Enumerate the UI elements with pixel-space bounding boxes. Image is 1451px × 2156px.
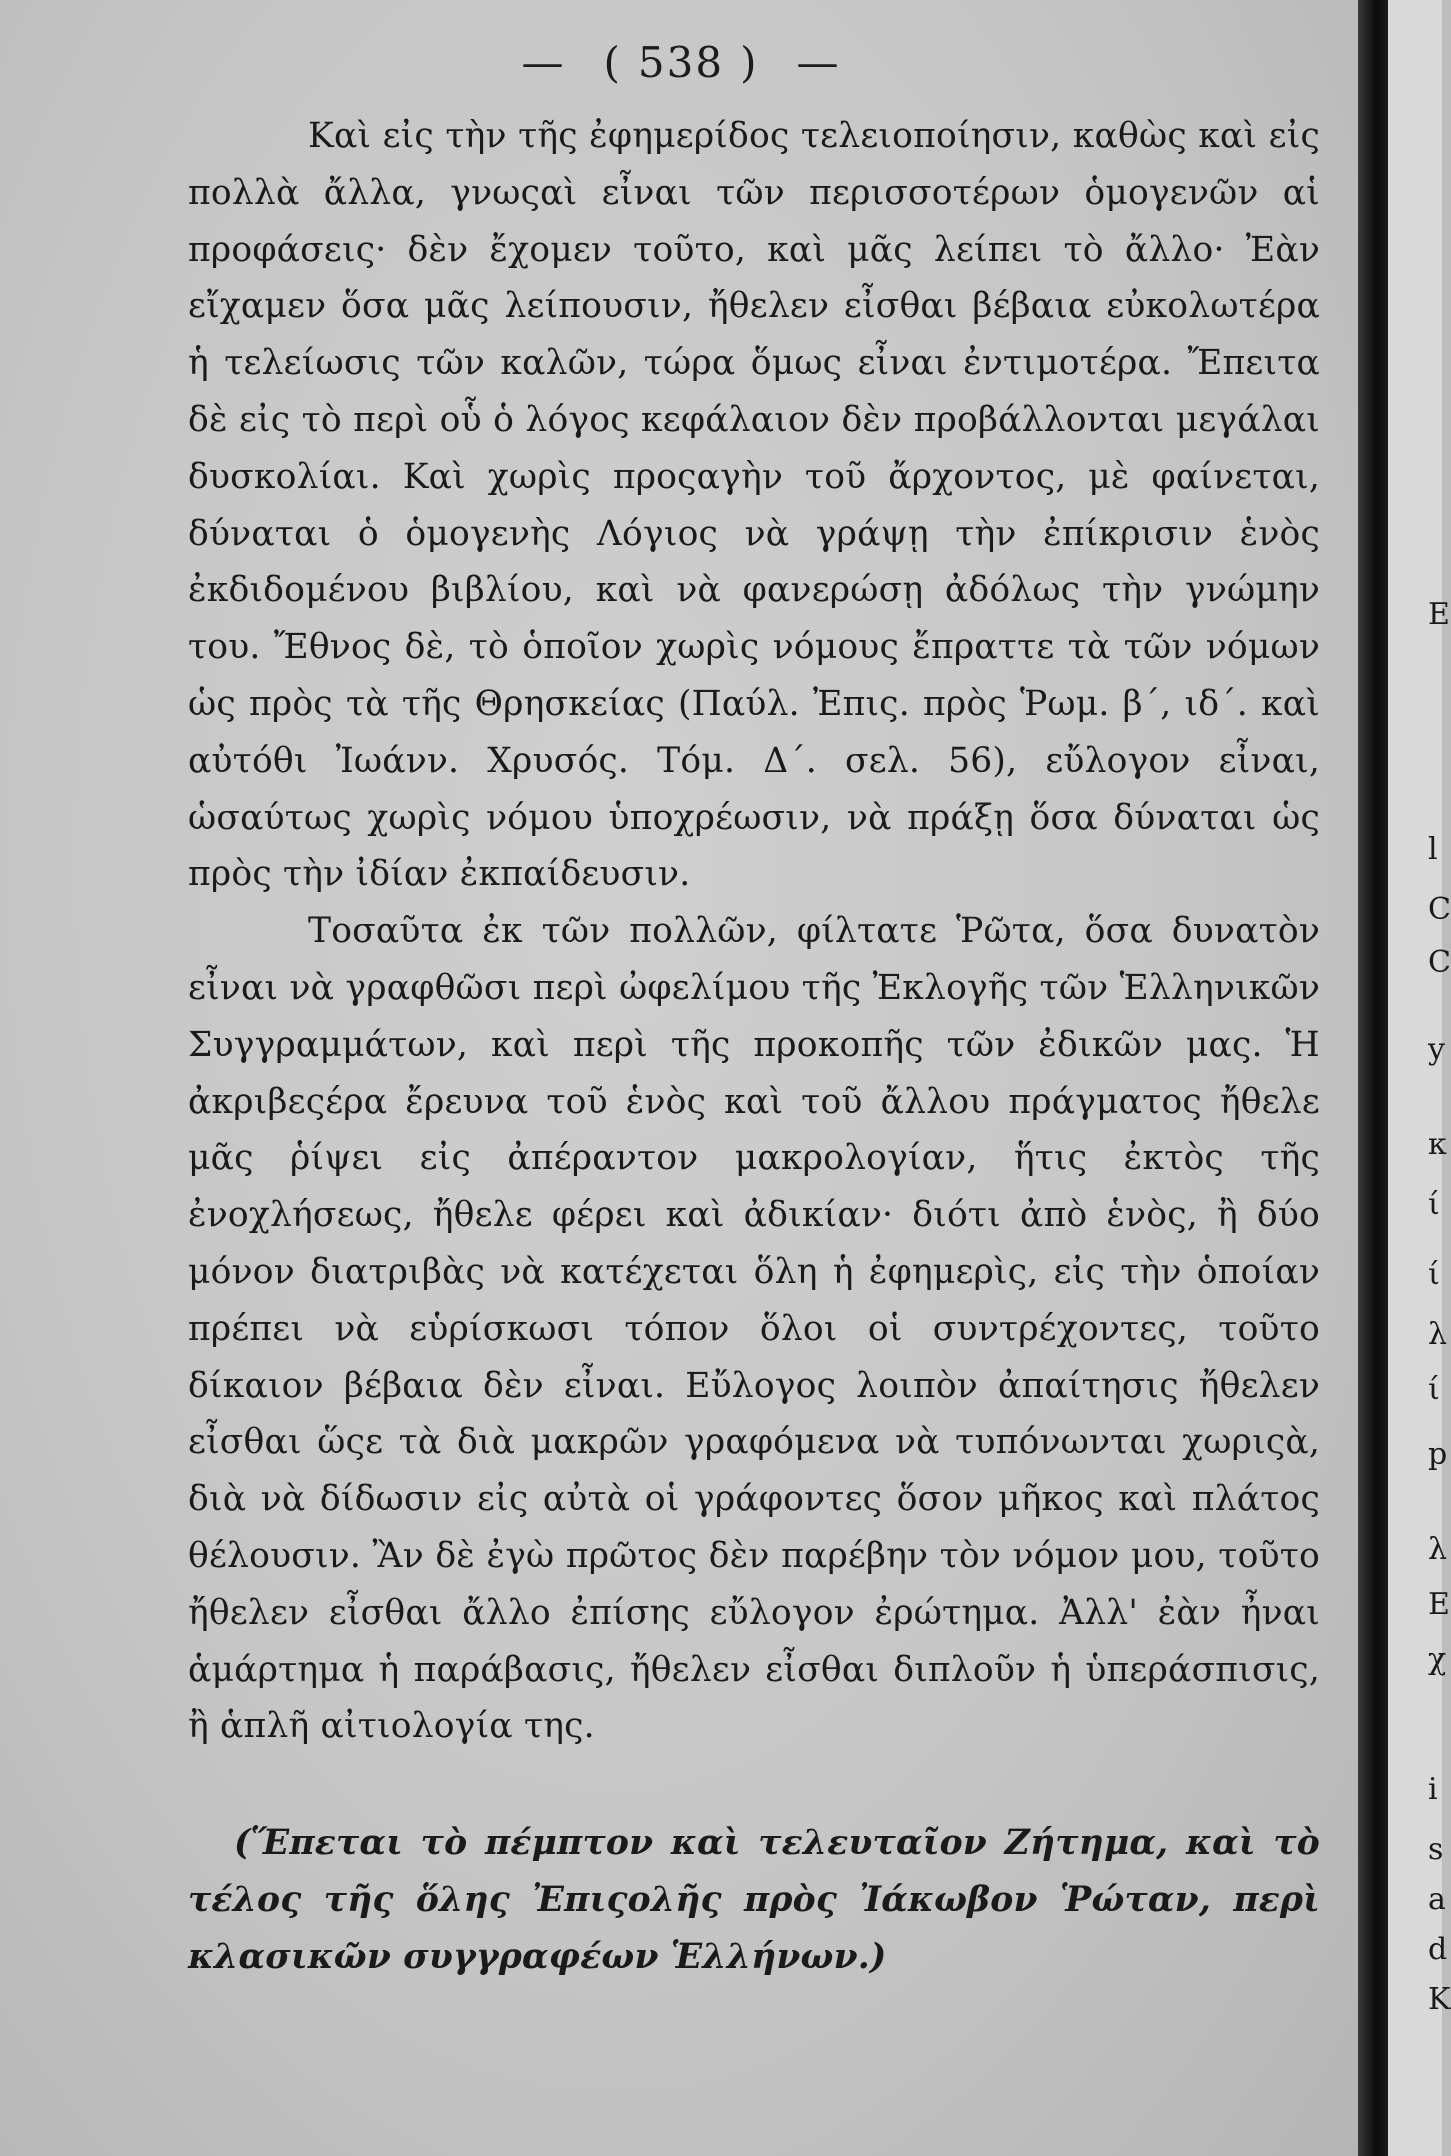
edge-letter: C bbox=[1428, 892, 1451, 927]
edge-letter: λ bbox=[1428, 1532, 1448, 1567]
edge-letter: K bbox=[1428, 1982, 1451, 2017]
edge-letter: κ bbox=[1428, 1127, 1447, 1162]
header-dash-right: — bbox=[796, 38, 841, 87]
edge-letter: s bbox=[1428, 1832, 1444, 1867]
header-dash-left: — bbox=[521, 38, 566, 87]
edge-letter: i bbox=[1428, 1772, 1438, 1807]
edge-letter: l bbox=[1428, 832, 1438, 867]
edge-letter: χ bbox=[1428, 1642, 1447, 1677]
facing-page-edge bbox=[1388, 0, 1451, 2156]
edge-letter: E bbox=[1428, 597, 1450, 632]
edge-letter: y bbox=[1428, 1032, 1445, 1067]
edge-letter: λ bbox=[1428, 1317, 1448, 1352]
page-header bbox=[0, 38, 1362, 87]
book-gutter bbox=[1358, 0, 1388, 2156]
edge-letter: a bbox=[1428, 1882, 1446, 1917]
header-paren-close: ) bbox=[740, 38, 759, 87]
page-number: 538 bbox=[637, 38, 725, 87]
paragraph-1: Καὶ εἰς τὴν τῆς ἐφημερίδος τελειοποίησιν, καθὼς καὶ εἰς πολλὰ ἄλλα, γνωςαὶ εἶναι τῶν περισσοτέρων ὁμογενῶν αἱ προφάσεις· δὲν ἔχομεν τοῦτο, καὶ μᾶς λείπει τὸ ἄλλο· Ἐὰν εἴχαμεν ὅσα μᾶς λείπουσιν, ἤθελεν εἶσθαι βέβαια εὐκολωτέρα ἡ τελείωσις τῶν καλῶν, τώρα ὅμως εἶναι ἐντιμοτέρα. Ἔπειτα δὲ εἰς τὸ περὶ οὗ ὁ λόγος κεφάλαιον δὲν προβάλλονται μεγάλαι δυσκολίαι. Καὶ χωρὶς προςαγὴν τοῦ ἄρχοντος, μὲ φαίνεται, δύναται ὁ ὁμογενὴς Λόγιος νὰ γράψῃ τὴν ἐπίκρισιν ἑνὸς ἐκδιδομένου βιβλίου, καὶ νὰ φανερώσῃ ἀδόλως τὴν γνώμην του. Ἔθνος δὲ, τὸ ὁποῖον χωρὶς νόμους ἔπραττε τὰ τῶν νόμων ὡς πρὸς τὰ τῆς Θρησκείας (Παύλ. Ἐπις. πρὸς Ῥωμ. β΄, ιδ΄. καὶ αὐτόθι Ἰωάνν. Χρυσός. Τόμ. Δ΄. σελ. 56), εὔλογον εἶναι, ὡσαύτως χωρὶς νόμου ὑποχρέωσιν, νὰ πράξῃ ὅσα δύναται ὡς πρὸς τὴν ἰδίαν ἐκπαίδευσιν. bbox=[188, 116, 1320, 895]
header-paren-open: ( bbox=[603, 38, 622, 87]
closing-note: (Ἕπεται τὸ πέμπτον καὶ τελευταῖον Ζήτημα, καὶ τὸ τέλος τῆς ὅλης Ἐπιςολῆς πρὸς Ἰάκωβον Ῥώταν, περὶ κλασικῶν συγγραφέων Ἑλλήνων.) bbox=[188, 1823, 1320, 1977]
edge-letter: ί bbox=[1428, 1372, 1440, 1407]
paragraph-2: Τοσαῦτα ἐκ τῶν πολλῶν, φίλτατε Ῥῶτα, ὅσα δυνατὸν εἶναι νὰ γραφθῶσι περὶ ὠφελίμου τῆς Ἐκλογῆς τῶν Ἑλληνικῶν Συγγραμμάτων, καὶ περὶ τῆς προκοπῆς τῶν ἐδικῶν μας. Ἡ ἀκριβεςέρα ἔρευνα τοῦ ἑνὸς καὶ τοῦ ἄλλου πράγματος ἤθελε μᾶς ῥίψει εἰς ἀπέραντον μακρολογίαν, ἥτις ἐκτὸς τῆς ἐνοχλήσεως, ἤθελε φέρει καὶ ἀδικίαν· διότι ἀπὸ ἑνὸς, ἢ δύο μόνον διατριβὰς νὰ κατέχεται ὅλη ἡ ἐφημερὶς, εἰς τὴν ὁποίαν πρέπει νὰ εὑρίσκωσι τόπον ὅλοι οἱ συντρέχοντες, τοῦτο δίκαιον βέβαια δὲν εἶναι. Εὔλογος λοιπὸν ἀπαίτησις ἤθελεν εἶσθαι ὥςε τὰ διὰ μακρῶν γραφόμενα νὰ τυπόνωνται χωριςὰ, διὰ νὰ δίδωσιν εἰς αὐτὰ οἱ γράφοντες ὅσον μῆκος καὶ πλάτος θέλουσιν. Ἂν δὲ ἐγὼ πρῶτος δὲν παρέβην τὸν νόμον μου, τοῦτο ἤθελεν εἶσθαι ἄλλο ἐπίσης εὔλογον ἐρώτημα. Ἀλλ' ἐὰν ἦναι ἁμάρτημα ἡ παράβασις, ἤθελεν εἶσθαι διπλοῦν ἡ ὑπεράσπισις, ἢ ἁπλῆ αἰτιολογία της. bbox=[188, 911, 1320, 1747]
edge-letter: p bbox=[1428, 1437, 1448, 1472]
edge-letter: C bbox=[1428, 945, 1451, 980]
edge-letter: ί bbox=[1428, 1187, 1440, 1222]
edge-letter: d bbox=[1428, 1932, 1448, 1967]
edge-letter: ί bbox=[1428, 1257, 1440, 1292]
edge-letter: E bbox=[1428, 1587, 1450, 1622]
page-body bbox=[188, 108, 1320, 1986]
